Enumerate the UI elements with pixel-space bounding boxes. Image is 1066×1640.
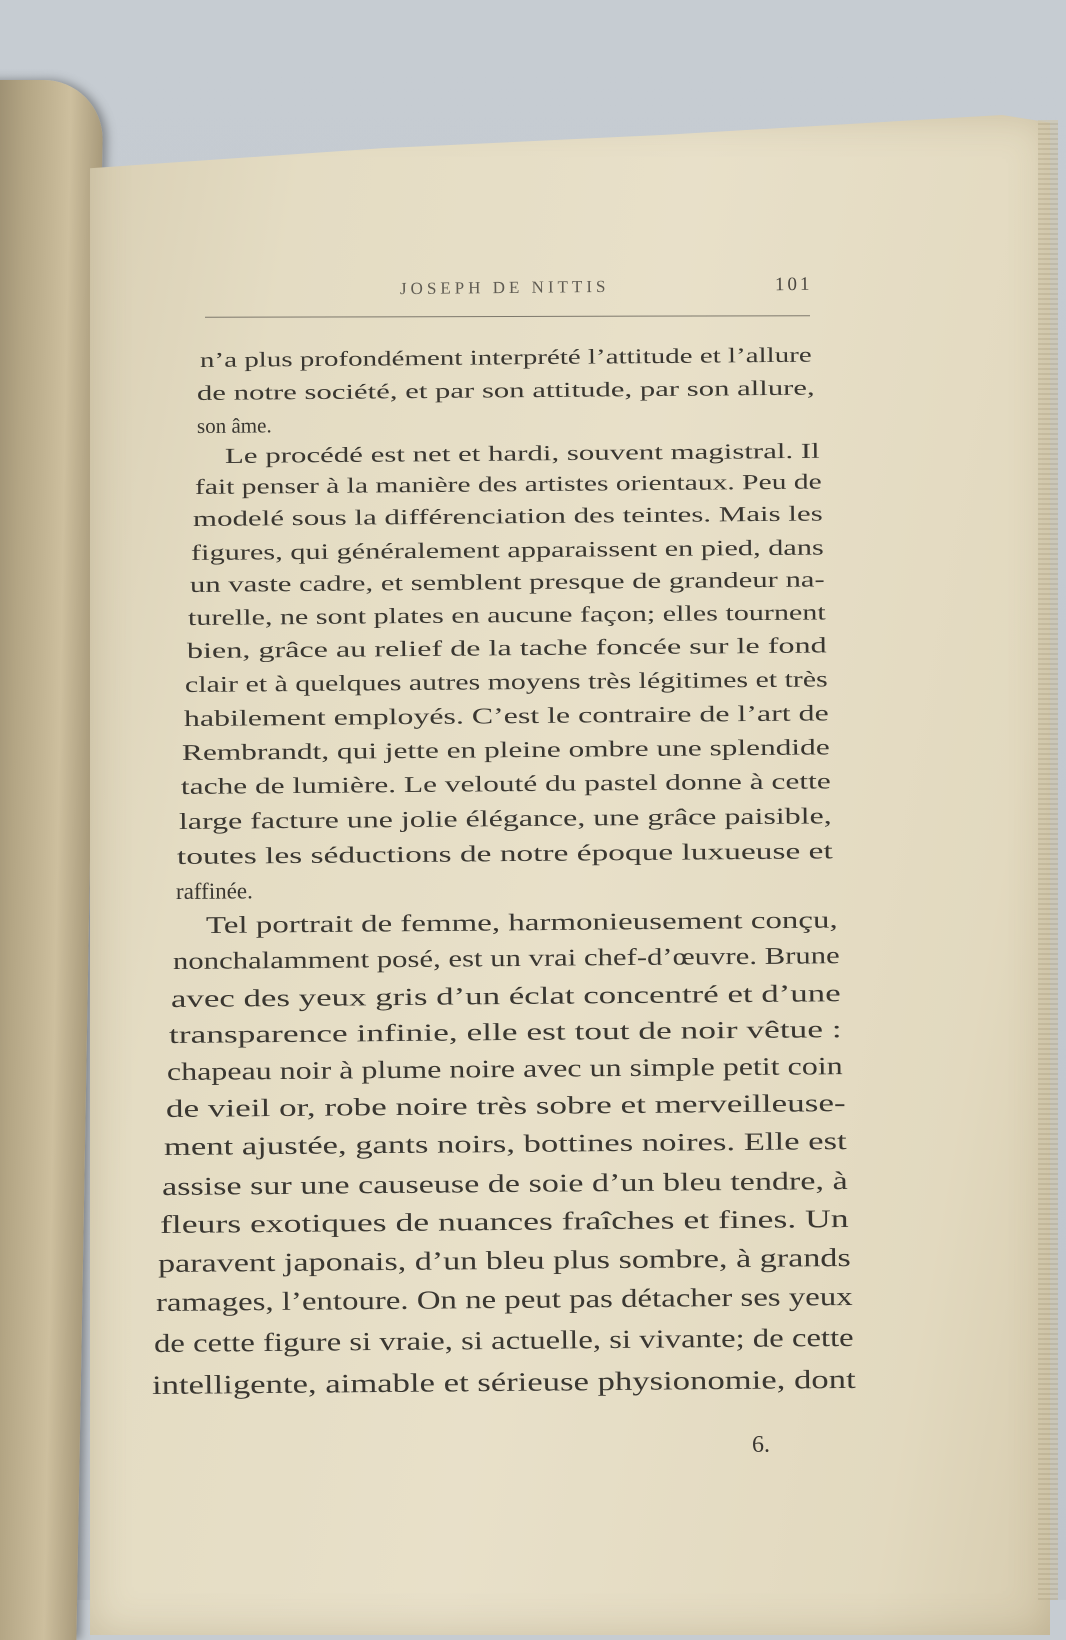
text-line: son âme. bbox=[196, 413, 272, 438]
text-line: intelligente, aimable et sérieuse physionomie, dont bbox=[151, 1363, 856, 1400]
text-line: transparence infinie, elle est tout de noir vêtue : bbox=[168, 1016, 842, 1049]
text-line: un vaste cadre, et semblent presque de grandeur na- bbox=[189, 566, 825, 597]
signature-mark: 6. bbox=[752, 1432, 770, 1458]
text-line: bien, grâce au relief de la tache foncée sur le fond bbox=[186, 632, 827, 663]
text-line: n’a plus profondément interprété l’attitude et l’allure bbox=[199, 342, 812, 372]
text-line: tache de lumière. Le velouté du pastel donne à cette bbox=[180, 768, 831, 799]
text-line: turelle, ne sont plates en aucune façon; elles tournent bbox=[187, 599, 826, 630]
text-line: de vieil or, robe noire très sobre et merveilleuse- bbox=[165, 1090, 846, 1123]
text-line: habilement employés. C’est le contraire de l’art de bbox=[183, 700, 829, 731]
text-line: Le procédé est net et hardi, souvent magistral. Il bbox=[224, 438, 820, 468]
text-line: chapeau noir à plume noire avec un simple petit coin bbox=[166, 1053, 843, 1086]
text-line: Tel portrait de femme, harmonieusement conçu, bbox=[205, 907, 838, 939]
text-line: large facture une jolie élégance, une grâce paisible, bbox=[178, 803, 832, 834]
text-line: raffinée. bbox=[175, 878, 253, 904]
text-line: de notre société, et par son attitude, par son allure, bbox=[196, 375, 815, 405]
text-line: toutes les séductions de notre époque luxueuse et bbox=[176, 838, 833, 869]
text-line: de cette figure si vraie, si actuelle, si vivante; de cette bbox=[153, 1322, 854, 1358]
text-line: Rembrandt, qui jette en pleine ombre une splendide bbox=[181, 734, 830, 765]
text-line: assise sur une causeuse de soie d’un bleu tendre, à bbox=[161, 1166, 848, 1201]
text-line: figures, qui généralement apparaissent en pied, dans bbox=[190, 534, 824, 565]
page-stack-edge bbox=[1038, 120, 1058, 1600]
text-line: fleurs exotiques de nuances fraîches et fines. Un bbox=[159, 1203, 849, 1239]
text-line: clair et à quelques autres moyens très légitimes et très bbox=[184, 666, 828, 697]
book-page bbox=[90, 115, 1050, 1635]
text-line: fait penser à la manière des artistes orientaux. Peu de bbox=[194, 469, 822, 499]
left-page-edge bbox=[0, 80, 104, 1640]
text-line: avec des yeux gris d’un éclat concentré et d’une bbox=[170, 980, 841, 1013]
running-head: JOSEPH DE NITTIS bbox=[399, 276, 610, 299]
text-line: ramages, l’entoure. On ne peut pas détacher ses yeux bbox=[155, 1281, 853, 1317]
text-line: nonchalamment posé, est un vrai chef-d’œuvre. Brune bbox=[172, 943, 840, 975]
page-number: 101 bbox=[774, 273, 813, 296]
text-line: ment ajustée, gants noirs, bottines noires. Elle est bbox=[163, 1128, 847, 1161]
text-line: modelé sous la différenciation des teintes. Mais les bbox=[192, 501, 823, 531]
text-line: paravent japonais, d’un bleu plus sombre, à grands bbox=[157, 1242, 851, 1278]
